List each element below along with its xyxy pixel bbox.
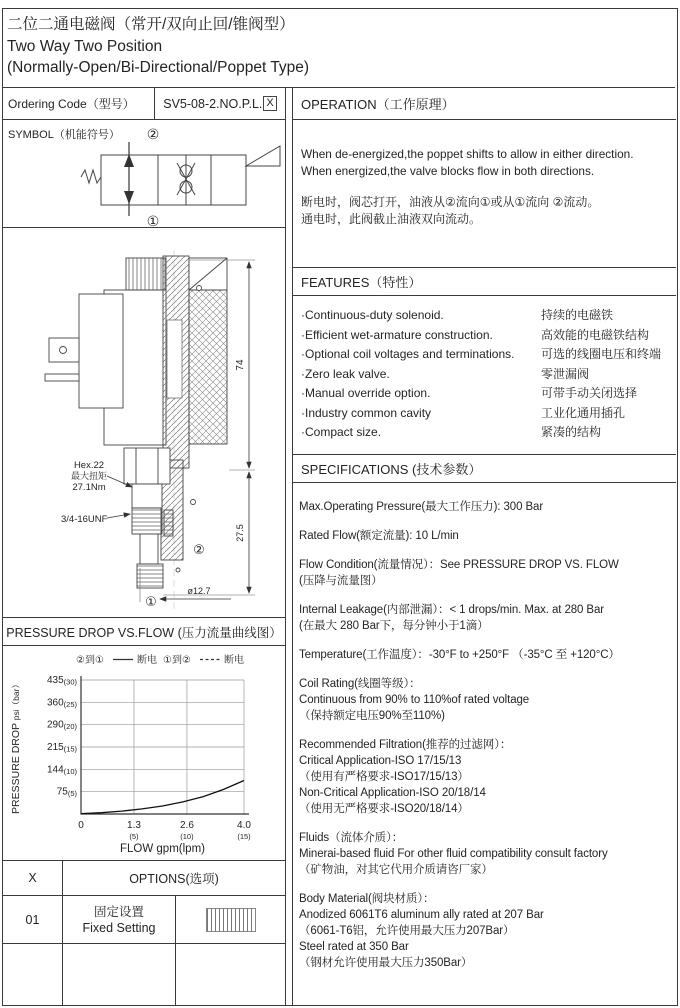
fixed-setting-thumbnail: [206, 908, 256, 932]
spec-paragraph: [299, 602, 676, 634]
page-title-en-2: (Normally-Open/Bi-Directional/Poppet Type): [7, 59, 310, 76]
thread-label: 3/4-16UNF: [61, 514, 108, 525]
spec-paragraph: [299, 528, 676, 544]
pressure-drop-curve: [81, 781, 244, 814]
valve-nose: [140, 534, 158, 564]
spec-paragraph: [299, 647, 676, 663]
feature-zh: 可带手动关闭选择: [541, 386, 638, 400]
ordering-code-text: SV5-08-2.NO.P.L.: [163, 96, 263, 111]
spec-paragraph: [299, 737, 676, 817]
spec-paragraph: [299, 830, 676, 878]
options-col-x-header: X: [3, 861, 63, 895]
operation-zh-2: 通电时，此阀截止油液双向流动。: [301, 212, 482, 226]
page-title-zh: 二位二通电磁阀（常开/双向止回/锥阀型）: [7, 16, 295, 33]
poppet-check-symbol: [177, 155, 195, 205]
solenoid-symbol: [246, 146, 280, 166]
features-header: FEATURES（特性）: [293, 268, 676, 296]
legend-state: 断电: [137, 655, 157, 666]
feature-en: ·Industry common cavity: [301, 405, 432, 420]
spec-line: (在最大 280 Bar下，每分钟小于1滴）: [299, 620, 489, 632]
drawing-port-2: ②: [193, 542, 205, 557]
chart-section-header: PRESSURE DROP VS.FLOW (压力流量曲线图）: [3, 618, 285, 646]
y-tick-label: 144(10): [46, 764, 77, 776]
symbol-header: SYMBOL（机能符号）: [8, 129, 120, 141]
option-desc-zh: 固定设置: [93, 904, 144, 919]
title-block: [3, 9, 675, 88]
feature-item: [293, 407, 676, 420]
symbol-graphics: [81, 142, 280, 216]
feature-zh: 紧凑的结构: [541, 425, 602, 439]
feature-item: [293, 329, 676, 342]
spec-paragraph: [299, 891, 676, 971]
connector-block: [79, 294, 123, 408]
hex-nut: [124, 448, 170, 484]
valve-cross-section-drawing: [3, 228, 286, 618]
right-column: [292, 88, 676, 1005]
spec-line: Fluids（流体介质）：: [299, 832, 404, 844]
spec-line: （矿物油，对其它代用介质请咨厂家）: [299, 864, 493, 876]
page-title-en-1: Two Way Two Position: [7, 38, 163, 55]
x-tick-label: 4.0: [237, 820, 251, 831]
operation-en-1: When de-energized,the poppet shifts to allow in either direction.: [301, 147, 634, 161]
y-axis-label: PRESSURE DROP psi（bar）: [10, 680, 22, 814]
thread-section: [132, 508, 162, 534]
spec-line: Minerai-based fluid For other fluid compatibility consult factory: [299, 848, 608, 860]
spring-symbol: [81, 170, 101, 183]
spec-paragraph: [299, 499, 676, 515]
internal-spring: [164, 510, 173, 536]
y-tick-label: 435(30): [46, 675, 77, 687]
spec-line: Temperature(工作温度）：-30°F to +250°F （-35°C 至 +120°C）: [299, 649, 620, 661]
spec-line: （使用无严格要求-ISO20/18/14）: [299, 803, 469, 815]
feature-zh: 可选的线圈电压和终端: [541, 347, 662, 361]
option-thumbnail-cell: [176, 896, 285, 943]
hex-label-2: 最大扭矩: [70, 471, 108, 481]
valve-body-graphics: [45, 256, 227, 588]
feature-en: ·Optional coil voltages and terminations.: [301, 347, 515, 361]
ordering-code-row: [3, 88, 285, 120]
operation-en-2: When energized,the valve blocks flow in both directions.: [301, 164, 595, 178]
ordering-code-variable-box: X: [263, 96, 276, 111]
spec-line: （6061-T6铝，允许使用最大压力207Bar）: [299, 925, 515, 937]
spec-line: Critical Application-ISO 17/15/13: [299, 755, 462, 767]
spec-line: Flow Condition(流量情况）：See PRESSURE DROP VS. FLOW: [299, 559, 619, 571]
spec-line: Coil Rating(线圈等级）：: [299, 678, 421, 690]
feature-zh: 工业化通用插孔: [541, 405, 626, 420]
x-tick-label: 2.6: [179, 820, 194, 831]
y-tick-label: 290(20): [46, 719, 77, 732]
ordering-code-label: Ordering Code（型号）: [3, 88, 155, 119]
armature-crosshatch: [189, 290, 227, 444]
ordering-code-value: [155, 88, 285, 119]
pressure-drop-chart: [3, 646, 286, 861]
option-desc-en: Fixed Setting: [82, 920, 156, 935]
options-table: [3, 861, 285, 1005]
feature-en: ·Compact size.: [301, 425, 382, 439]
operation-header: OPERATION（工作原理）: [293, 88, 676, 120]
hex-label-3: 27.1Nm: [72, 482, 106, 493]
options-header-row: [3, 861, 285, 896]
x-tick-sublabel: (10): [180, 832, 194, 841]
o-ring-1: [197, 286, 202, 291]
spec-line: Recommended Filtration(推荐的过滤网）：: [299, 739, 512, 751]
feature-item: [293, 348, 676, 361]
dim-74-label: 74: [235, 359, 246, 371]
option-code: 01: [3, 896, 63, 943]
o-ring-2: [191, 500, 196, 505]
spec-line: Steel rated at 350 Bar: [299, 941, 409, 953]
x-tick-sublabel: (15): [237, 832, 251, 841]
hex-label-1: Hex.22: [73, 460, 105, 471]
specifications-header: SPECIFICATIONS (技术参数）: [293, 455, 676, 483]
feature-en: ·Continuous-duty solenoid.: [301, 308, 444, 322]
table-row: [3, 896, 285, 944]
operation-zh-1: 断电时，阀芯打开，油液从②流向①或从①流向 ②流动。: [301, 195, 600, 209]
x-tick-sublabel: (5): [129, 832, 139, 841]
feature-item: [293, 309, 676, 322]
legend-label: ②到①: [76, 655, 104, 666]
spec-line: （钢材允许使用最大压力350Bar）: [299, 957, 473, 969]
chart-section: [3, 646, 285, 861]
spade-terminal-2: [45, 374, 79, 381]
feature-zh: 持续的电磁铁: [541, 308, 614, 322]
y-tick-label: 215(15): [46, 742, 77, 754]
feature-item: [293, 368, 676, 381]
y-tick-label: 75(5): [56, 786, 77, 799]
feature-en: ·Efficient wet-armature construction.: [301, 327, 493, 342]
spec-paragraph: [299, 676, 676, 724]
spec-line: Rated Flow(额定流量): 10 L/min: [299, 530, 459, 542]
spec-line: （使用有严格要求-ISO17/15/13）: [299, 771, 469, 783]
symbol-port-2: ②: [146, 126, 160, 142]
feature-zh: 零泄漏阀: [541, 366, 590, 381]
dim-diameter-label: ø12.7: [187, 586, 211, 596]
ribbed-cap: [126, 258, 166, 290]
feature-item: [293, 387, 676, 400]
left-column: [3, 88, 286, 1005]
feature-item: [293, 426, 676, 439]
drawing-port-1: ①: [145, 594, 157, 609]
chart-axes: [81, 676, 249, 814]
spec-line: Non-Critical Application-ISO 20/18/14: [299, 787, 486, 799]
spec-line: Max.Operating Pressure(最大工作压力): 300 Bar: [299, 501, 544, 513]
specifications-body: [293, 483, 676, 971]
symbol-section: [3, 120, 285, 228]
spec-line: (压降与流量图）: [299, 575, 383, 587]
spec-paragraph: [299, 557, 676, 589]
valve-drawing-section: [3, 228, 285, 618]
feature-en: ·Zero leak valve.: [301, 366, 390, 381]
spec-line: Internal Leakage(内部泄漏）：< 1 drops/min. Max. at 280 Bar: [299, 604, 605, 616]
y-tick-label: 360(25): [46, 697, 77, 709]
dim-27-5-label: 27.5: [235, 524, 245, 542]
x-axis-label: FLOW gpm(lpm): [120, 843, 205, 855]
legend-label: ①到②: [163, 655, 191, 666]
options-header-label: OPTIONS(选项): [129, 872, 219, 886]
feature-zh: 高效能的电磁铁结构: [541, 327, 650, 342]
operation-body: [293, 120, 676, 268]
features-list: [293, 296, 676, 455]
legend-state: 断电: [224, 655, 244, 666]
spec-line: Continuous from 90% to 110%of rated voltage: [299, 694, 530, 706]
spec-line: （保持额定电压90%至110%): [299, 710, 445, 722]
tip-rings: [137, 564, 163, 588]
x-tick-label: 0: [78, 820, 84, 831]
option-description: [63, 896, 176, 943]
feature-en: ·Manual override option.: [301, 386, 431, 400]
spec-line: Anodized 6061T6 aluminum ally rated at 207 Bar: [299, 909, 544, 921]
symbol-port-1: ①: [146, 213, 160, 228]
o-ring-3: [176, 568, 180, 572]
options-empty-row: [3, 944, 285, 1005]
spec-line: Body Material(阀块材质）：: [299, 893, 435, 905]
x-tick-label: 1.3: [127, 820, 141, 831]
thread-leader-line: [107, 514, 130, 518]
